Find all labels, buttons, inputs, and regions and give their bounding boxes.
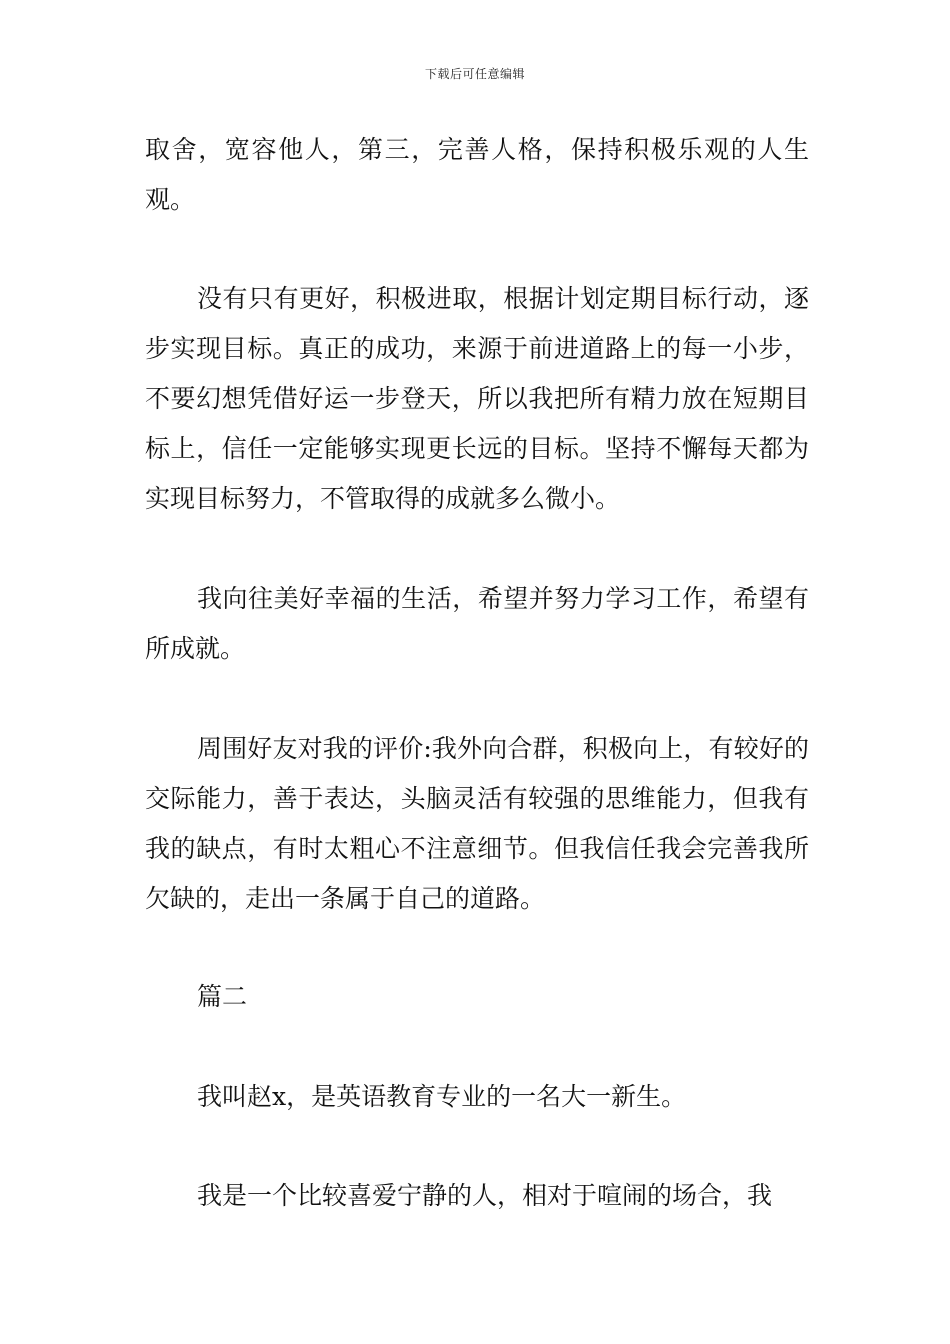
paragraph-aspiration: 我向往美好幸福的生活，希望并努力学习工作，希望有所成就。 bbox=[145, 584, 809, 663]
section-heading: 篇二 bbox=[197, 982, 248, 1011]
page-header: 下载后可任意编辑 bbox=[424, 67, 525, 81]
paragraph-friends-evaluation: 周围好友对我的评价:我外向合群，积极向上，有较好的交际能力，善于表达，头脑灵活有较强的思维能力，但我有我的缺点，有时太粗心不注意细节。但我信任我会完善我所欠缺的，走出一条属于自己的道路。 bbox=[145, 734, 809, 913]
paragraph-continuation: 取舍，宽容他人，第三，完善人格，保持积极乐观的人生观。 bbox=[145, 135, 809, 214]
paragraph-introduction: 我叫赵x，是英语教育专业的一名大一新生。 bbox=[197, 1082, 687, 1111]
paragraph-goals: 没有只有更好，积极进取，根据计划定期目标行动，逐步实现目标。真正的成功，来源于前进道路上的每一小步，不要幻想凭借好运一步登天，所以我把所有精力放在短期目标上，信任一定能够实现更长远的目标。坚持不懈每天都为实现目标努力，不管取得的成就多么微小。 bbox=[145, 284, 809, 513]
paragraph-personality: 我是一个比较喜爱宁静的人，相对于喧闹的场合，我 bbox=[197, 1181, 773, 1210]
